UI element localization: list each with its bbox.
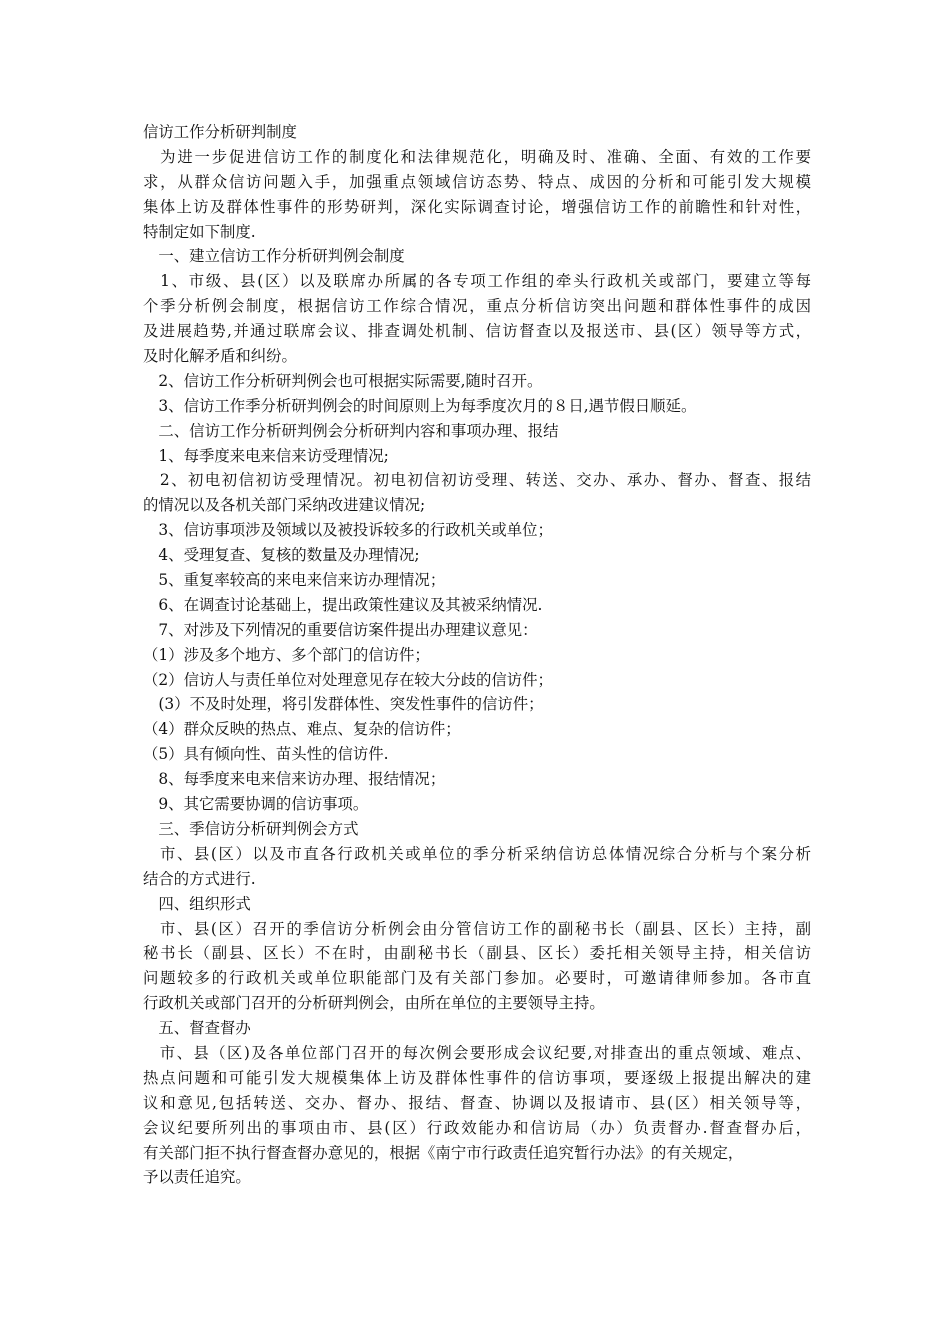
paragraph-line: 行政机关或部门召开的分析研判例会，由所在单位的主要领导主持。	[143, 994, 605, 1013]
list-item: 5、重复率较高的来电来信来访办理情况；	[143, 571, 446, 590]
list-item: 3、信访工作季分析研判例会的时间原则上为每季度次月的８日,遇节假日顺延。	[143, 396, 697, 415]
paragraph-line: 为进一步促进信访工作的制度化和法律规范化，明确及时、准确、全面、有效的工作要	[143, 147, 811, 166]
paragraph-line: 1、市级、县(区）以及联席办所属的各专项工作组的牵头行政机关或部门，要建立等每	[143, 272, 811, 291]
paragraph-line: 集体上访及群体性事件的形势研判，深化实际调查讨论，增强信访工作的前瞻性和针对性，	[143, 197, 811, 216]
paragraph-line: 有关部门拒不执行督查督办意见的，根据《南宁市行政责任追究暂行办法》的有关规定，	[143, 1143, 744, 1162]
paragraph-line: 特制定如下制度.	[143, 222, 256, 241]
list-item: 2、初电初信初访受理情况。初电初信初访受理、转送、交办、承办、督办、督查、报结	[143, 471, 811, 490]
list-item: 6、在调查讨论基础上，提出政策性建议及其被采纳情况.	[143, 595, 543, 614]
paragraph-line: 会议纪要所列出的事项由市、县(区）行政效能办和信访局（办）负责督办.督查督办后，	[143, 1118, 811, 1137]
document-body	[143, 120, 811, 1190]
paragraph-line: 问题较多的行政机关或单位职能部门及有关部门参加。必要时，可邀请律师参加。各市直	[143, 969, 811, 988]
section-heading: 一、建立信访工作分析研判例会制度	[143, 247, 405, 266]
paragraph-line: 个季分析例会制度，根据信访工作综合情况，重点分析信访突出问题和群体性事件的成因	[143, 297, 811, 316]
section-heading: 二、信访工作分析研判例会分析研判内容和事项办理、报结	[143, 421, 559, 440]
section-heading: 三、季信访分析研判例会方式	[143, 819, 359, 838]
paragraph-line: 结合的方式进行.	[143, 869, 256, 888]
sub-list-item: （2）信访人与责任单位对处理意见存在较大分歧的信访件；	[143, 670, 553, 689]
list-item: 3、信访事项涉及领域以及被投诉较多的行政机关或单位；	[143, 521, 553, 540]
section-heading: 五、督查督办	[143, 1019, 251, 1038]
paragraph-line: 秘书长（副县、区长）不在时，由副秘书长（副县、区长）委托相关领导主持，相关信访	[143, 944, 811, 963]
sub-list-item: （5）具有倾向性、苗头性的信访件.	[143, 745, 389, 764]
paragraph-line: 予以责任追究。	[143, 1168, 251, 1187]
paragraph-line: 热点问题和可能引发大规模集体上访及群体性事件的信访事项，要逐级上报提出解决的建	[143, 1068, 811, 1087]
sub-list-item: （4）群众反映的热点、难点、复杂的信访件；	[143, 720, 461, 739]
list-item: 1、每季度来电来信来访受理情况;	[143, 446, 389, 465]
section-heading: 四、组织形式	[143, 894, 251, 913]
paragraph-line: 市、县（区)及各单位部门召开的每次例会要形成会议纪要,对排查出的重点领域、难点、	[143, 1043, 811, 1062]
sub-list-item: （1）涉及多个地方、多个部门的信访件；	[143, 645, 430, 664]
paragraph-line: 市、县(区）召开的季信访分析例会由分管信访工作的副秘书长（副县、区长）主持，副	[143, 919, 811, 938]
paragraph-line: 及时化解矛盾和纠纷。	[143, 347, 297, 366]
paragraph-line: 及进展趋势,并通过联席会议、排查调处机制、信访督查以及报送市、县(区）领导等方式，	[143, 322, 811, 341]
paragraph-line: 议和意见,包括转送、交办、督办、报结、督查、协调以及报请市、县(区）相关领导等，	[143, 1093, 811, 1112]
document-title: 信访工作分析研判制度	[143, 123, 297, 141]
paragraph-line: 市、县(区）以及市直各行政机关或单位的季分析采纳信访总体情况综合分析与个案分析	[143, 844, 811, 863]
sub-list-item: (3）不及时处理，将引发群体性、突发性事件的信访件；	[143, 695, 544, 714]
list-item: 8、每季度来电来信来访办理、报结情况；	[143, 770, 446, 789]
list-item: 7、对涉及下列情况的重要信访案件提出办理建议意见：	[143, 620, 538, 639]
list-item: 的情况以及各机关部门采纳改进建议情况;	[143, 496, 426, 515]
list-item: 2、信访工作分析研判例会也可根据实际需要,随时召开。	[143, 371, 543, 390]
list-item: 9、其它需要协调的信访事项。	[143, 795, 369, 814]
list-item: 4、受理复查、复核的数量及办理情况;	[143, 546, 420, 565]
paragraph-line: 求，从群众信访问题入手，加强重点领域信访态势、特点、成因的分析和可能引发大规模	[143, 172, 811, 191]
